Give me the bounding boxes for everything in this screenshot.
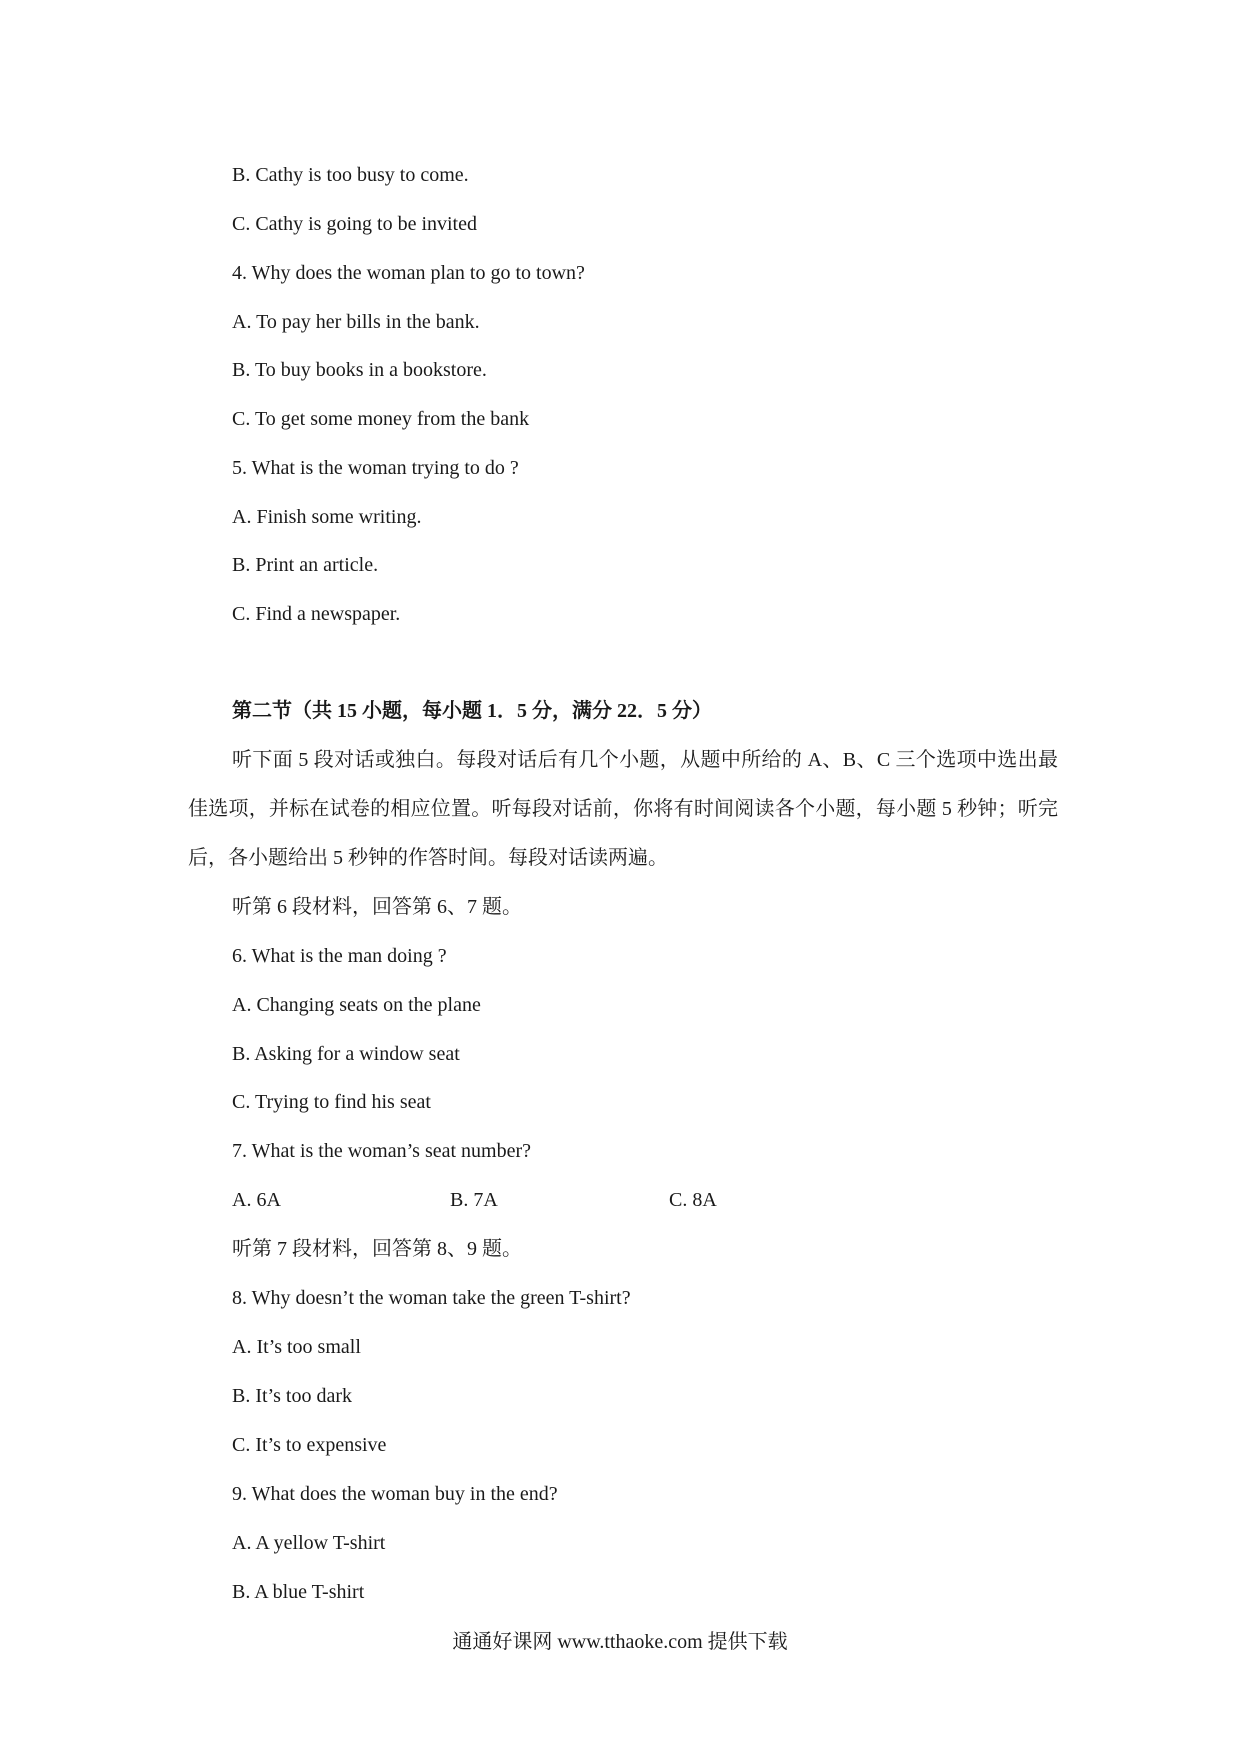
passage-6-intro: 听第 6 段材料，回答第 6、7 题。	[232, 896, 522, 918]
question-8: 8. Why doesn’t the woman take the green T-shirt?	[232, 1287, 631, 1309]
option-4b: B. To buy books in a bookstore.	[232, 359, 487, 381]
question-7: 7. What is the woman’s seat number?	[232, 1140, 532, 1162]
passage-7-intro: 听第 7 段材料，回答第 8、9 题。	[232, 1238, 522, 1260]
section-2-instructions: 听下面 5 段对话或独白。每段对话后有几个小题，从题中所给的 A、B、C 三个选项中选出最佳选项，并标在试卷的相应位置。听每段对话前，你将有时间阅读各个小题，每小题 5 秒钟；听完后，各小题给出 5 秒钟的作答时间。每段对话读两遍。	[188, 749, 1058, 869]
option-8a: A. It’s too small	[232, 1336, 361, 1358]
question-4: 4. Why does the woman plan to go to town?	[232, 262, 585, 284]
option-3b: B. Cathy is too busy to come.	[232, 164, 469, 186]
option-6c: C. Trying to find his seat	[232, 1091, 431, 1113]
question-5: 5. What is the woman trying to do ?	[232, 457, 519, 479]
option-4c: C. To get some money from the bank	[232, 408, 530, 430]
option-5c: C. Find a newspaper.	[232, 603, 401, 625]
option-6a: A. Changing seats on the plane	[232, 994, 481, 1016]
option-5a: A. Finish some writing.	[232, 506, 422, 528]
question-6: 6. What is the man doing ?	[232, 945, 447, 967]
option-7c: C. 8A	[669, 1189, 717, 1211]
page-footer: 通通好课网 www.tthaoke.com 提供下载	[452, 1631, 788, 1653]
section-2-title: 第二节（共 15 小题，每小题 1．5 分，满分 22．5 分）	[232, 700, 712, 722]
option-8b: B. It’s too dark	[232, 1385, 352, 1407]
option-4a: A. To pay her bills in the bank.	[232, 311, 480, 333]
option-7a: A. 6A	[232, 1189, 281, 1211]
question-9: 9. What does the woman buy in the end?	[232, 1483, 558, 1505]
option-9a: A. A yellow T-shirt	[232, 1532, 386, 1554]
option-6b: B. Asking for a window seat	[232, 1043, 460, 1065]
option-3c: C. Cathy is going to be invited	[232, 213, 477, 235]
option-8c: C. It’s to expensive	[232, 1434, 387, 1456]
option-9b: B. A blue T-shirt	[232, 1581, 365, 1603]
option-7b: B. 7A	[450, 1189, 498, 1211]
option-5b: B. Print an article.	[232, 554, 379, 576]
